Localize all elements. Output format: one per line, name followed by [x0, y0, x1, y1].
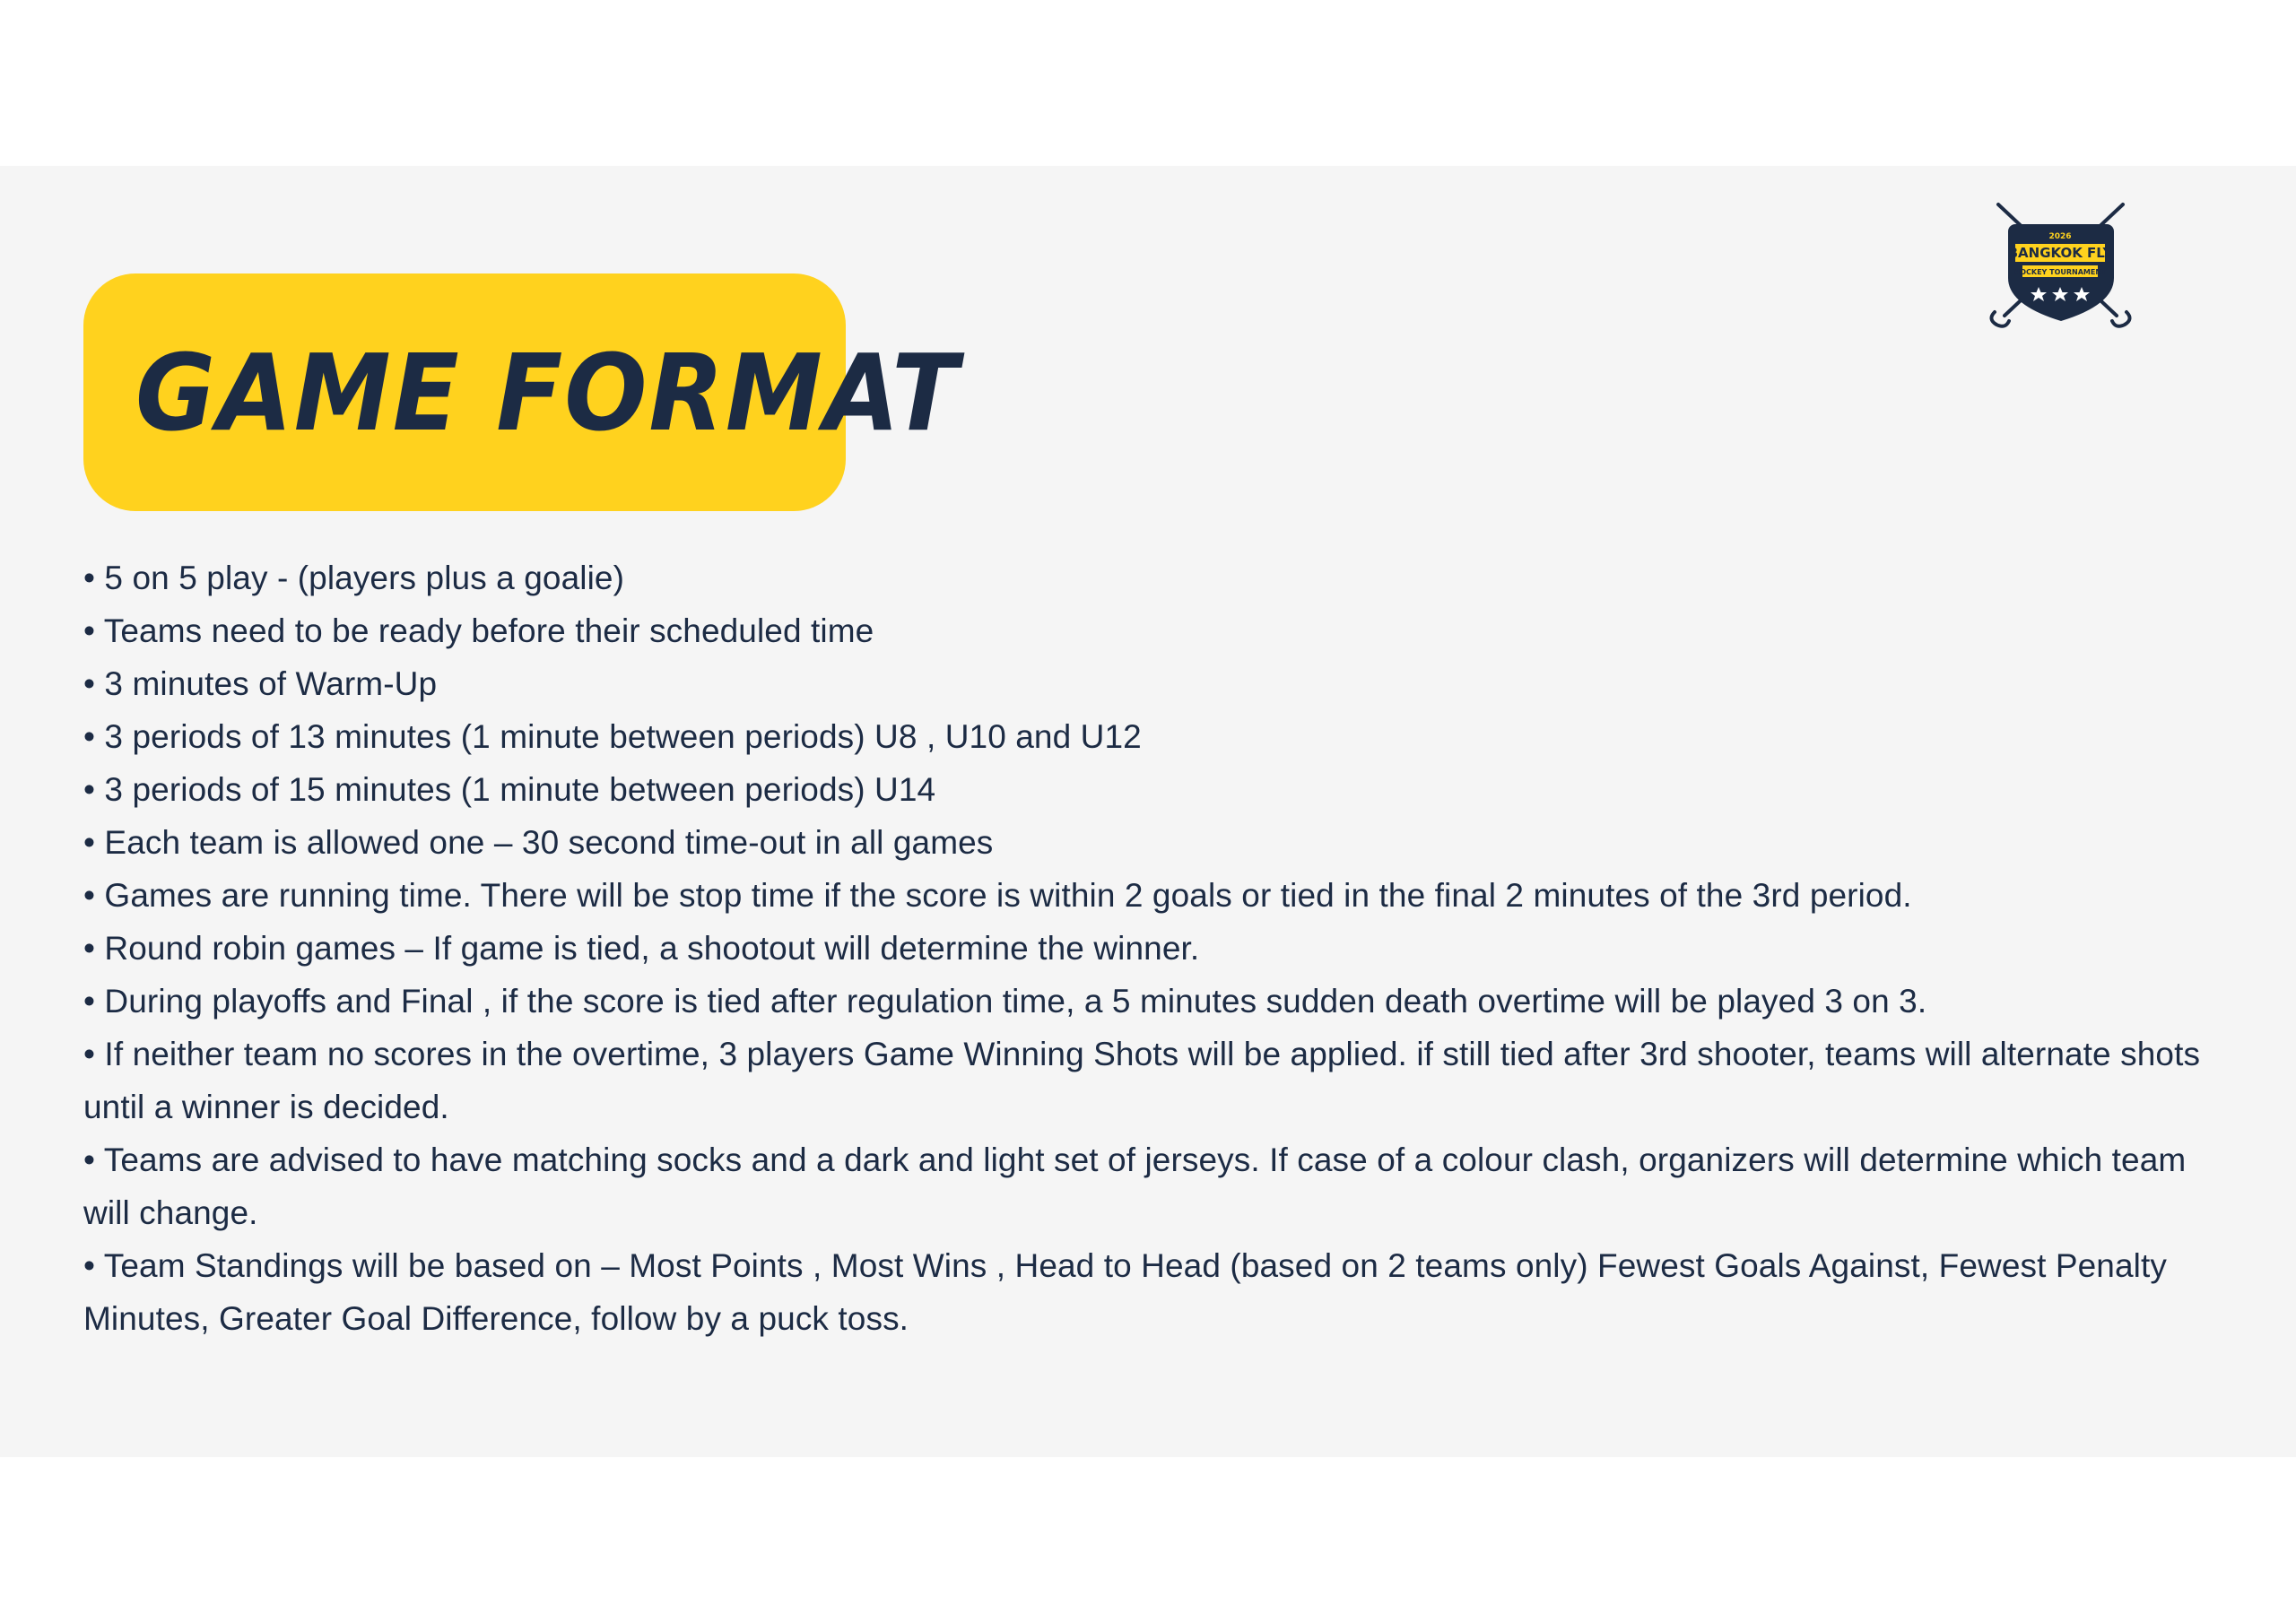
list-item: • Teams need to be ready before their scheduled time	[83, 612, 874, 649]
list-item: • Round robin games – If game is tied, a shootout will determine the winner.	[83, 930, 1200, 967]
list-item: • Team Standings will be based on – Most Points , Most Wins , Head to Head (based on 2 teams only) Fewest Goals Against, Fewest Penalty Minutes, Greater Goal Difference, follow by a puck toss.	[83, 1247, 2167, 1337]
list-item: • Teams are advised to have matching socks and a dark and light set of jerseys. If case of a colour clash, organizers will determine which team will change.	[83, 1141, 2187, 1231]
slide-canvas	[0, 166, 2296, 1457]
list-item: • 3 minutes of Warm-Up	[83, 665, 438, 702]
svg-text:2026: 2026	[2048, 232, 2072, 241]
page-title-pill	[83, 273, 961, 511]
game-format-list	[83, 551, 2227, 1345]
list-item: • 3 periods of 15 minutes (1 minute between periods) U14	[83, 771, 936, 808]
svg-text:HOCKEY TOURNAMENT: HOCKEY TOURNAMENT	[2013, 268, 2107, 276]
list-item: • 3 periods of 13 minutes (1 minute between periods) U8 , U10 and U12	[83, 718, 1142, 755]
list-item: • Each team is allowed one – 30 second time-out in all games	[83, 824, 994, 861]
list-item: • If neither team no scores in the overtime, 3 players Game Winning Shots will be applied. if still tied after 3rd shooter, teams will alternate shots until a winner is decided.	[83, 1036, 2201, 1125]
bangkok-fly-hockey-tournament-logo	[1982, 197, 2139, 341]
list-item: • 5 on 5 play - (players plus a goalie)	[83, 560, 624, 596]
svg-text:BANGKOK FLY: BANGKOK FLY	[2007, 245, 2113, 261]
list-item: • Games are running time. There will be stop time if the score is within 2 goals or tied in the final 2 minutes of the 3rd period.	[83, 877, 1912, 914]
list-item: • During playoffs and Final , if the score is tied after regulation time, a 5 minutes sudden death overtime will be played 3 on 3.	[83, 983, 1927, 1020]
page-title: GAME FORMAT	[135, 330, 961, 455]
